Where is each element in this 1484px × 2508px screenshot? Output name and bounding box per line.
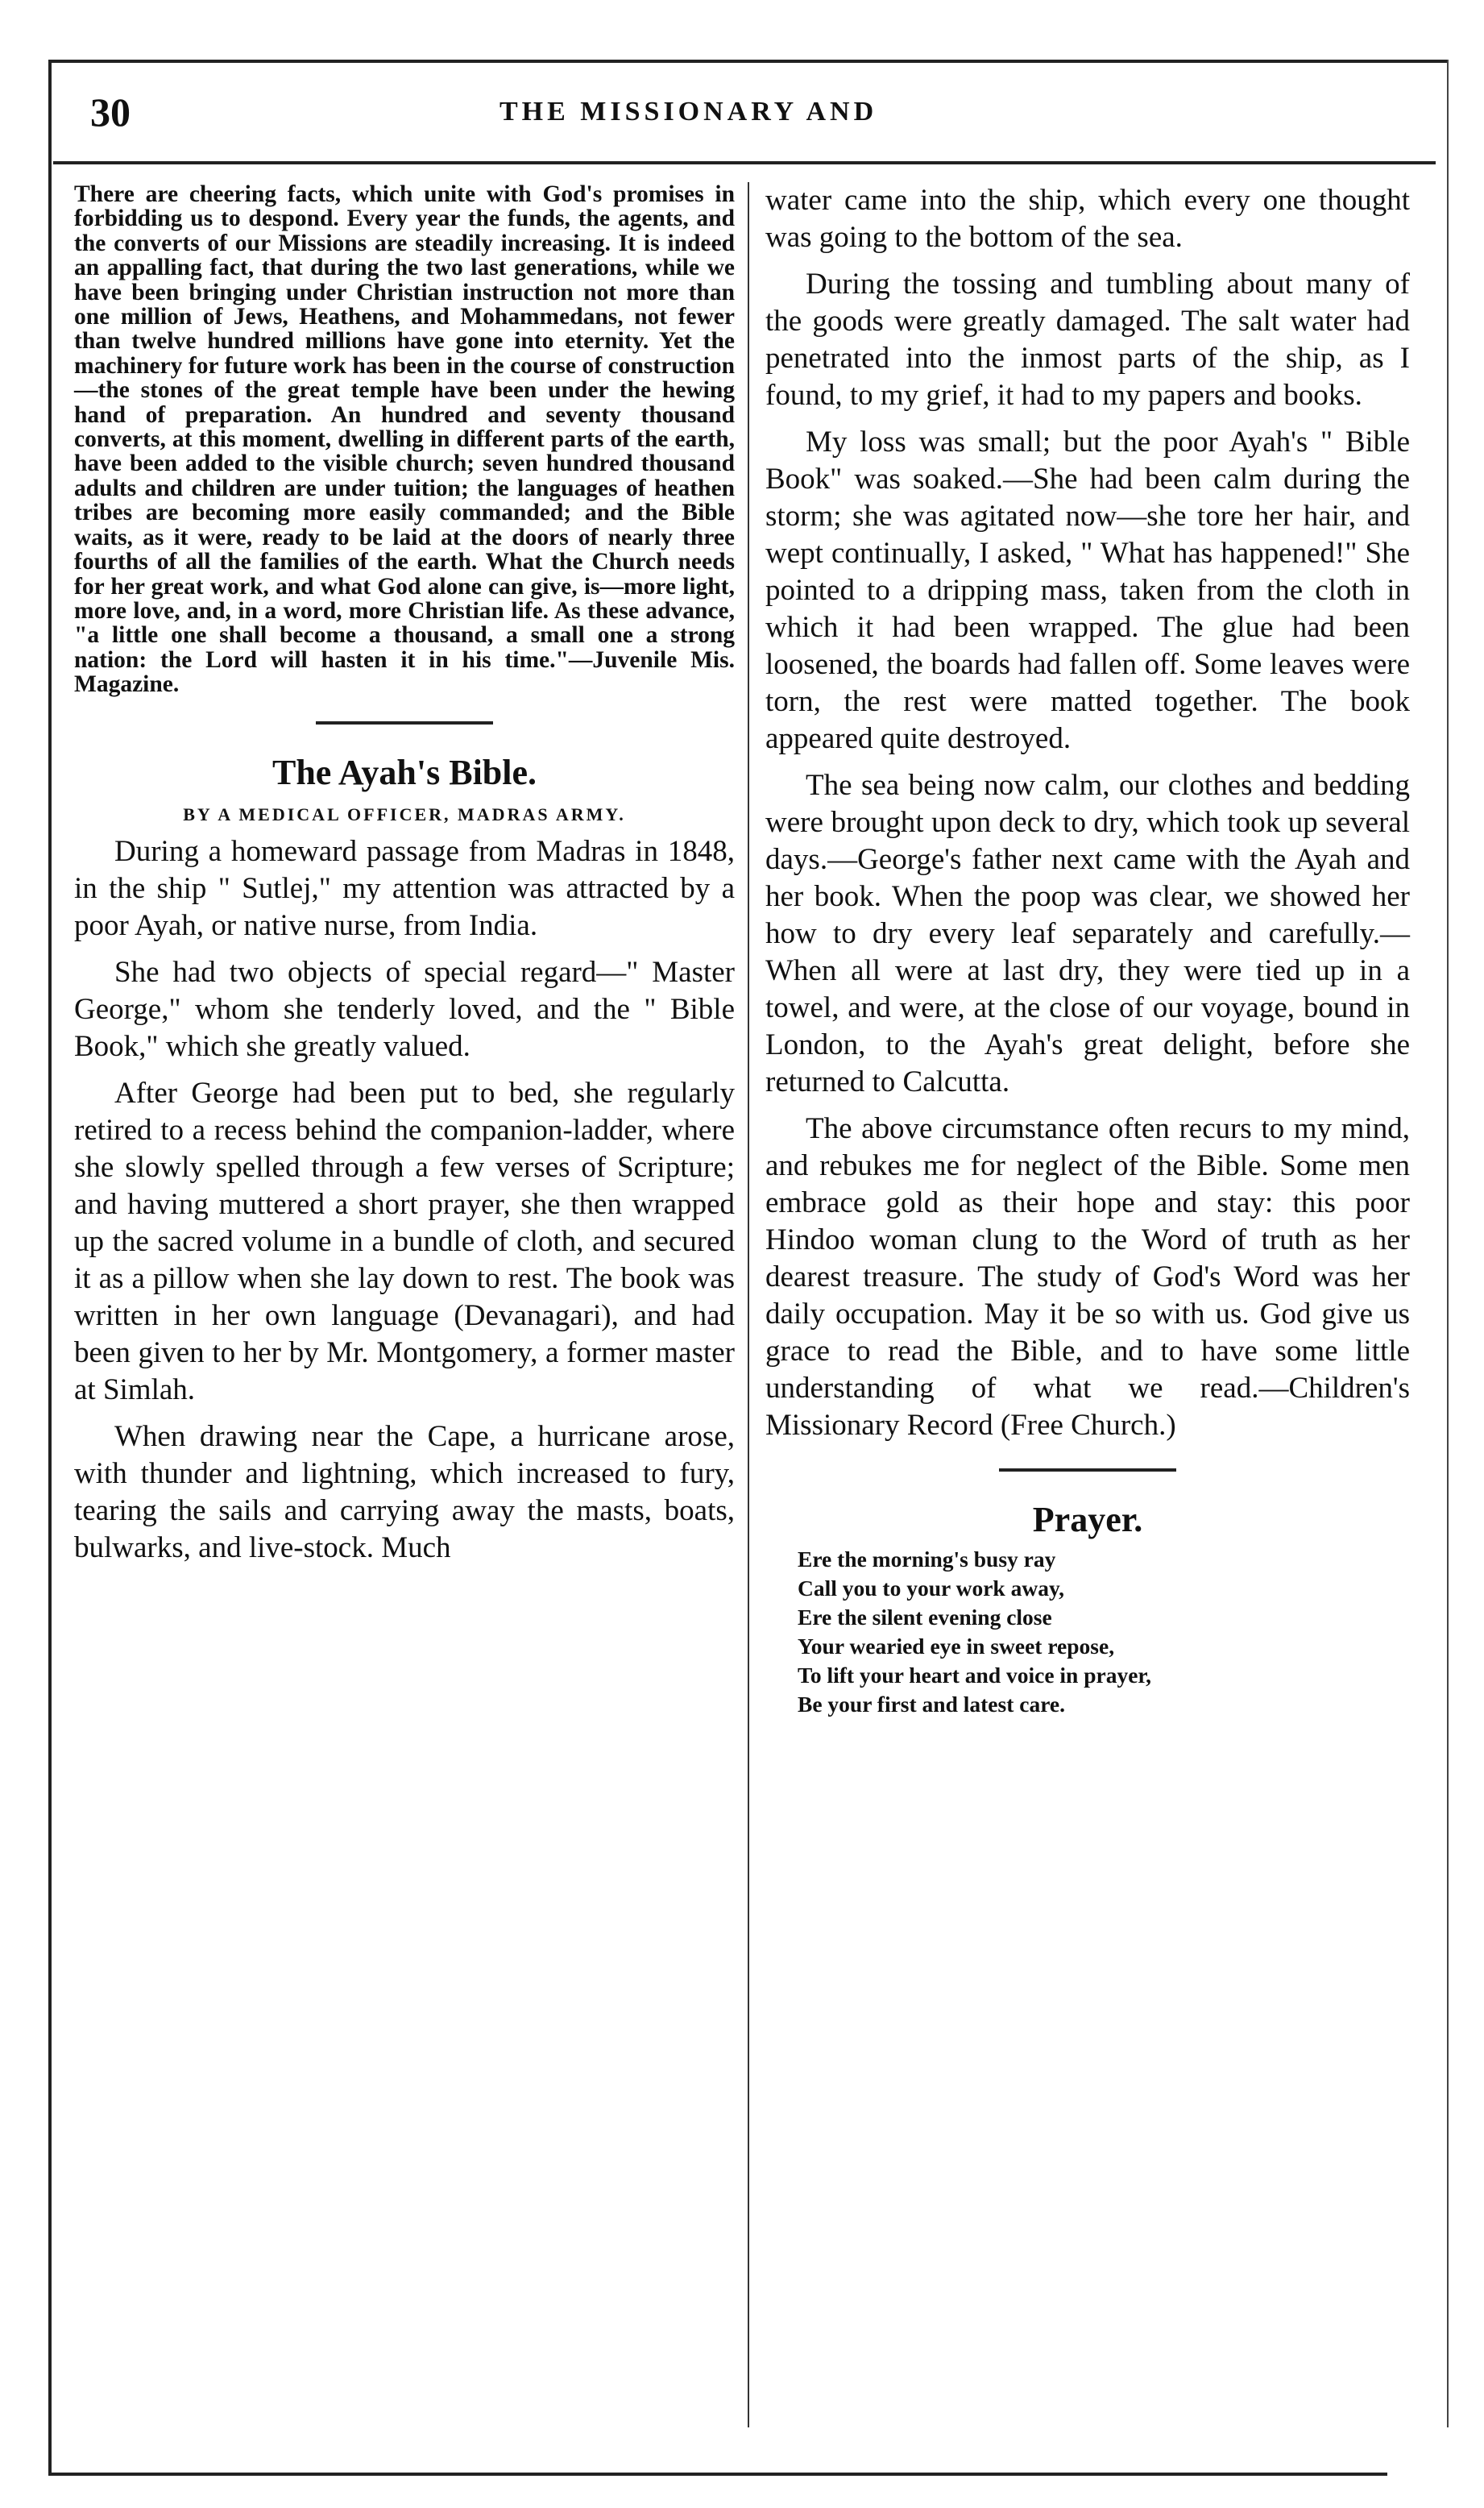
- article-byline: BY A MEDICAL OFFICER, MADRAS ARMY.: [183, 803, 626, 824]
- article-paragraph: She had two objects of special regard—" Master George," whom she tenderly loved, and the " Bible Book," which she greatly valued.: [74, 955, 735, 1063]
- page-number: 30: [90, 89, 131, 135]
- poem-line: Ere the silent evening close: [798, 1605, 1052, 1630]
- left-column: [74, 182, 735, 1576]
- poem-line: Call you to your work away,: [798, 1576, 1065, 1601]
- frame-left-border: [48, 60, 52, 2476]
- article-title: The Ayah's Bible.: [272, 752, 537, 792]
- poem-title: Prayer.: [1032, 1500, 1143, 1539]
- frame-right-border: [1447, 60, 1449, 2427]
- poem-line: To lift your heart and voice in prayer,: [798, 1663, 1151, 1688]
- frame-top-border: [48, 60, 1449, 63]
- running-head: THE MISSIONARY AND: [500, 97, 878, 127]
- article-paragraph-continued: water came into the ship, which every one thought was going to the bottom of the sea.: [765, 184, 1410, 254]
- section-rule: [316, 721, 493, 725]
- intro-paragraph: There are cheering facts, which unite with God's promises in forbidding us to despond. Every year the funds, the agents, and the converts of our Missions are steadily increasing. It is indeed an appalling fact, that during the two last generations, while we have been bringing under Christian instruction not more than one million of Jews, Heathens, and Mohammedans, not fewer than twelve hundred millions have gone into eternity. Yet the machinery for future work has been in the course of construction—the stones of the great temple have been under the hewing hand of preparation. An hundred and seventy thousand converts, at this moment, dwelling in different parts of the earth, have been added to the visible church; seven hundred thousand adults and children are under tuition; the languages of heathen tribes are becoming more easily commanded; and the Bible waits, as it were, ready to be laid at the doors of nearly three fourths of all the families of the earth. What the Church needs for her great work, and what God alone can give, is—more light, more love, and, in a word, more Christian life. As these advance, "a little one shall become a thousand, a small one a strong nation: the Lord will hasten it in his time."—Juvenile Mis. Magazine.: [74, 181, 735, 698]
- article-paragraph: When drawing near the Cape, a hurricane arose, with thunder and lightning, which increased to fury, tearing the sails and carrying away the masts, boats, bulwarks, and live-stock. Much: [74, 1419, 735, 1564]
- right-column: [765, 182, 1410, 1719]
- frame-bottom-border: [48, 2473, 1387, 2476]
- article-paragraph: During the tossing and tumbling about many of the goods were greatly damaged. The salt water had penetrated into the inmost parts of the ship, as I found, to my grief, it had to my papers and books.: [765, 268, 1410, 412]
- article-paragraph: After George had been put to bed, she regularly retired to a recess behind the companion-ladder, where she slowly spelled through a few verses of Scripture; and having muttered a short prayer, she then wrapped up the sacred volume in a bundle of cloth, and secured it as a pillow when she lay down to rest. The book was written in her own language (Devanagari), and had been given to her by Mr. Montgomery, a former master at Simlah.: [74, 1076, 735, 1406]
- poem-line: Be your first and latest care.: [798, 1692, 1065, 1717]
- poem-line: Your wearied eye in sweet repose,: [798, 1634, 1115, 1659]
- article-paragraph: The above circumstance often recurs to my mind, and rebukes me for neglect of the Bible. Some men embrace gold as their hope and stay: this poor Hindoo woman clung to the Word of truth as her dearest treasure. The study of God's Word was her daily occupation. May it be so with us. God give us grace to read the Bible, and to have some little understanding of what we read.—Children's Missionary Record (Free Church.): [765, 1112, 1410, 1442]
- section-rule: [999, 1468, 1176, 1472]
- poem-line: Ere the morning's busy ray: [798, 1547, 1056, 1572]
- column-divider: [748, 182, 749, 2427]
- article-paragraph: During a homeward passage from Madras in 1848, in the ship " Sutlej," my attention was attracted by a poor Ayah, or native nurse, from India.: [74, 834, 735, 942]
- article-paragraph: The sea being now calm, our clothes and bedding were brought upon deck to dry, which took up several days.—George's father next came with the Ayah and her book. When the poop was clear, we showed her how to dry every leaf separately and carefully.—When all were at last dry, they were tied up in a towel, and were, at the close of our voyage, bound in London, to the Ayah's great delight, before she returned to Calcutta.: [765, 769, 1410, 1098]
- header-rule: [53, 161, 1436, 164]
- poem: [798, 1545, 1410, 1719]
- article-paragraph: My loss was small; but the poor Ayah's " Bible Book" was soaked.—She had been calm during the storm; she was agitated now—she tore her hair, and wept continually, I asked, " What has happened!" She pointed to a dripping mass, taken from the cloth in which it had been wrapped. The glue had been loosened, the boards had fallen off. Some leaves were torn, the rest were matted together. The book appeared quite destroyed.: [765, 426, 1410, 755]
